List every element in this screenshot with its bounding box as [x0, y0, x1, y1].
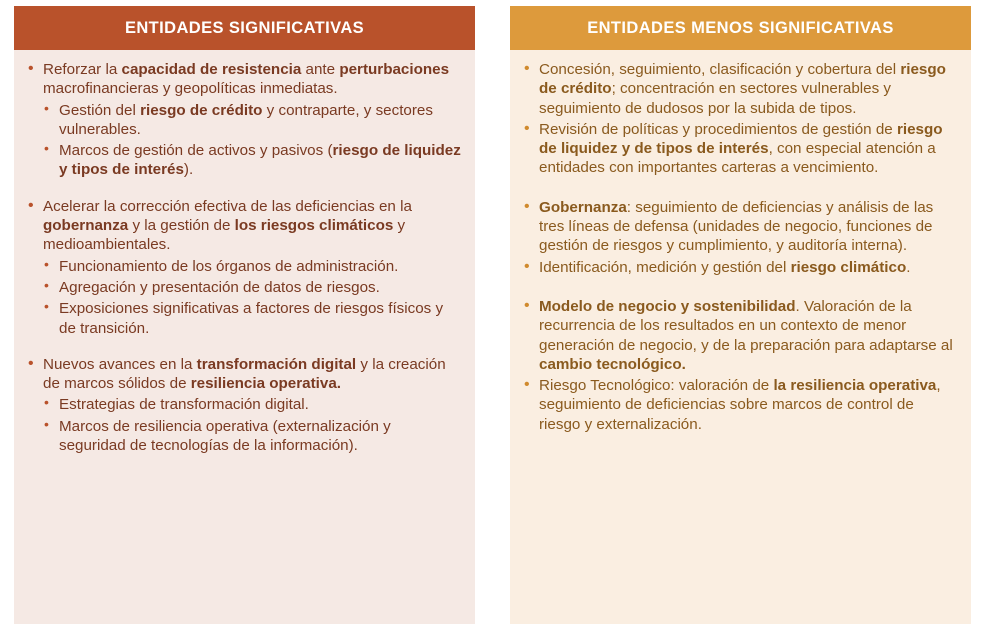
- sub-bullet-list: [26, 395, 461, 455]
- bullet-group: [26, 197, 461, 338]
- bullet-group: [26, 60, 461, 180]
- panel-body-significativas: [14, 50, 475, 624]
- bullet-item: • Riesgo Tecnológico: valoración de la resiliencia operativa, seguimiento de deficiencias sobre marcos de control de riesgo y externalización.: [522, 376, 957, 434]
- bullet-group: [522, 198, 957, 277]
- sub-bullet-item: • Estrategias de transformación digital.: [43, 395, 461, 414]
- bullet-group: [522, 60, 957, 178]
- bullet-group: [26, 355, 461, 455]
- bullet-group: [522, 297, 957, 434]
- bullet-item: • Revisión de políticas y procedimientos de gestión de riesgo de liquidez y de tipos de interés, con especial atención a entidades con importantes carteras a vencimiento.: [522, 120, 957, 178]
- panel-entidades-significativas: [14, 6, 475, 624]
- sub-bullet-item: • Marcos de resiliencia operativa (externalización y seguridad de tecnologías de la información).: [43, 417, 461, 456]
- panel-body-menos-significativas: [510, 50, 971, 624]
- bullet-list: [26, 355, 461, 394]
- bullet-item: • Concesión, seguimiento, clasificación y cobertura del riesgo de crédito; concentración en sectores vulnerables y seguimiento de dudosos por la subida de tipos.: [522, 60, 957, 118]
- sub-bullet-list: [26, 257, 461, 338]
- sub-bullet-item: • Funcionamiento de los órganos de administración.: [43, 257, 461, 276]
- sub-bullet-item: • Agregación y presentación de datos de riesgos.: [43, 278, 461, 297]
- bullet-list: [26, 197, 461, 255]
- bullet-list: [522, 198, 957, 277]
- sub-bullet-item: • Gestión del riesgo de crédito y contraparte, y sectores vulnerables.: [43, 101, 461, 140]
- bullet-item: • Modelo de negocio y sostenibilidad. Valoración de la recurrencia de los resultados en un contexto de menor generación de negocio, y de la preparación para adaptarse al cambio tecnológico.: [522, 297, 957, 374]
- bullet-item: • Nuevos avances en la transformación digital y la creación de marcos sólidos de resiliencia operativa.: [26, 355, 461, 394]
- sub-bullet-item: • Exposiciones significativas a factores de riesgos físicos y de transición.: [43, 299, 461, 338]
- bullet-item: • Acelerar la corrección efectiva de las deficiencias en la gobernanza y la gestión de los riesgos climáticos y medioambientales.: [26, 197, 461, 255]
- sub-bullet-item: • Marcos de gestión de activos y pasivos (riesgo de liquidez y tipos de interés).: [43, 141, 461, 180]
- bullet-item: • Reforzar la capacidad de resistencia ante perturbaciones macrofinancieras y geopolíticas inmediatas.: [26, 60, 461, 99]
- bullet-list: [522, 60, 957, 178]
- bullet-item: • Identificación, medición y gestión del riesgo climático.: [522, 258, 957, 277]
- bullet-item: • Gobernanza: seguimiento de deficiencias y análisis de las tres líneas de defensa (unidades de negocio, funciones de gestión de riesgos y cumplimiento, y auditoría interna).: [522, 198, 957, 256]
- bullet-list: [522, 297, 957, 434]
- panel-title-menos-significativas: ENTIDADES MENOS SIGNIFICATIVAS: [510, 6, 971, 50]
- bullet-list: [26, 60, 461, 99]
- sub-bullet-list: [26, 101, 461, 180]
- panel-title-significativas: ENTIDADES SIGNIFICATIVAS: [14, 6, 475, 50]
- panel-entidades-menos-significativas: [510, 6, 971, 624]
